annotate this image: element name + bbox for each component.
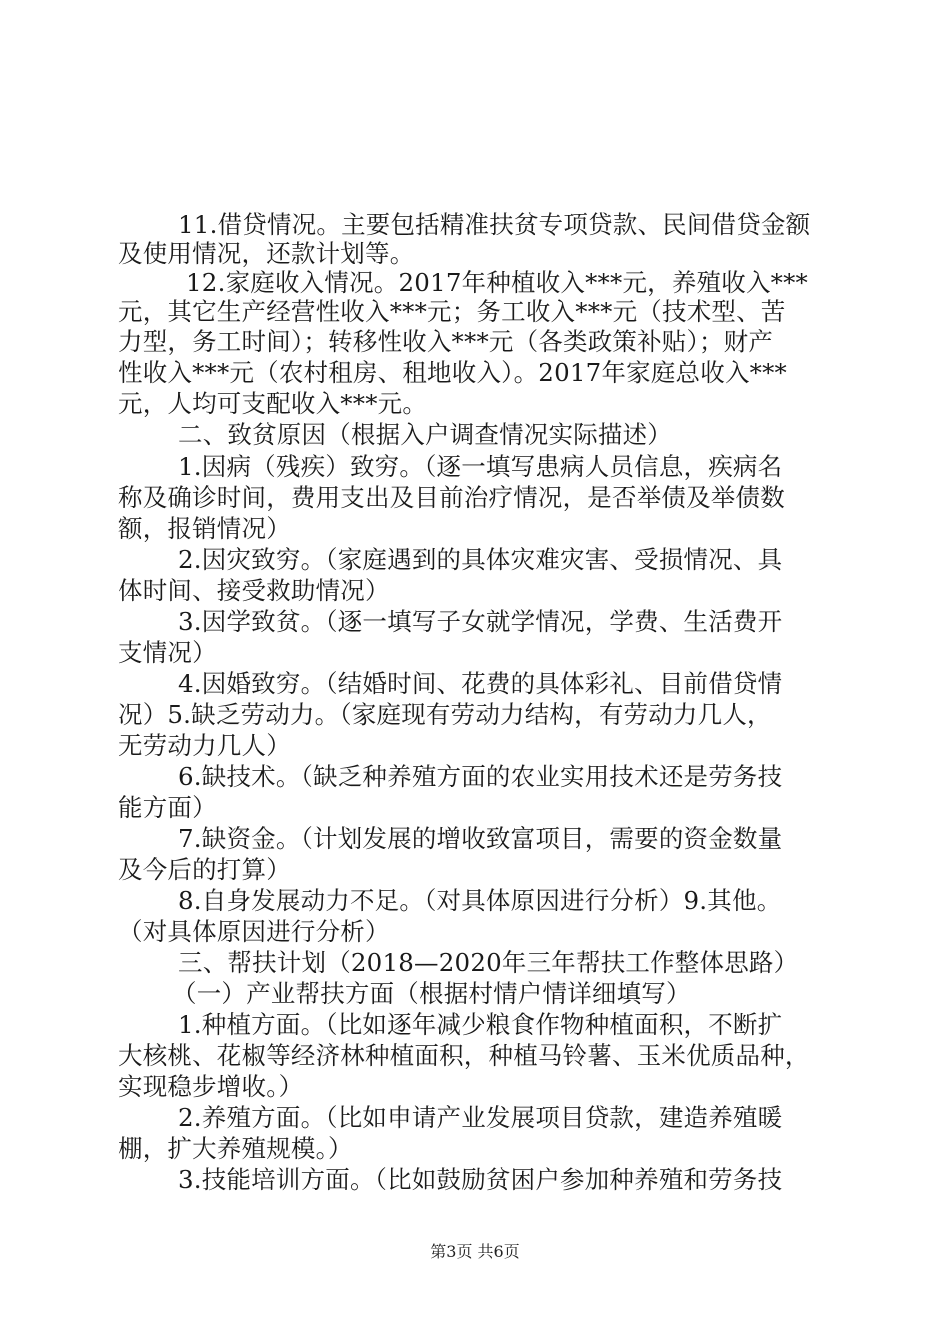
page-number-footer: 第3页 共6页 bbox=[430, 1242, 520, 1261]
text-line: 1.种植方面。（比如逐年减少粮食作物种植面积，不断扩 bbox=[178, 1010, 783, 1039]
text-line: 额，报销情况） bbox=[118, 514, 291, 543]
text-line: 实现稳步增收。） bbox=[118, 1072, 304, 1101]
text-line: 2.养殖方面。（比如申请产业发展项目贷款，建造养殖暖 bbox=[178, 1103, 783, 1132]
text-line: 能方面） bbox=[118, 793, 217, 822]
text-line: 11.借贷情况。主要包括精准扶贫专项贷款、民间借贷金额 bbox=[178, 210, 811, 239]
section-heading: 二、致贫原因（根据入户调查情况实际描述） bbox=[178, 420, 672, 449]
text-line: 及使用情况，还款计划等。 bbox=[118, 239, 415, 268]
text-line: 力型，务工时间）；转移性收入***元（各类政策补贴）；财产 bbox=[118, 327, 774, 356]
text-line: 大核桃、花椒等经济林种植面积，种植马铃薯、玉米优质品种， bbox=[118, 1041, 810, 1070]
text-line: 况）5.缺乏劳动力。（家庭现有劳动力结构，有劳动力几人， bbox=[118, 700, 772, 729]
text-line: 支情况） bbox=[118, 638, 217, 667]
text-line: 性收入***元（农村租房、租地收入）。2017年家庭总收入*** bbox=[118, 358, 787, 387]
text-line: 2.因灾致穷。（家庭遇到的具体灾难灾害、受损情况、具 bbox=[178, 545, 783, 574]
text-line: 元，人均可支配收入***元。 bbox=[118, 389, 428, 418]
text-line: 7.缺资金。（计划发展的增收致富项目，需要的资金数量 bbox=[178, 824, 783, 853]
section-heading: 三、帮扶计划（2018—2020年三年帮扶工作整体思路） bbox=[178, 948, 799, 977]
text-line: 及今后的打算） bbox=[118, 855, 291, 884]
text-line: 称及确诊时间，费用支出及目前治疗情况，是否举债及举债数 bbox=[118, 483, 785, 512]
text-line: 4.因婚致穷。（结婚时间、花费的具体彩礼、目前借贷情 bbox=[178, 669, 783, 698]
text-line: 元，其它生产经营性收入***元；务工收入***元（技术型、苦 bbox=[118, 297, 786, 326]
text-line: （对具体原因进行分析） bbox=[118, 917, 390, 946]
text-line: 1.因病（残疾）致穷。（逐一填写患病人员信息，疾病名 bbox=[178, 452, 783, 481]
text-line: 8.自身发展动力不足。（对具体原因进行分析）9.其他。 bbox=[178, 886, 782, 915]
text-line: 棚，扩大养殖规模。） bbox=[118, 1134, 353, 1163]
text-line: 12.家庭收入情况。2017年种植收入***元，养殖收入*** bbox=[186, 268, 809, 297]
text-line: 无劳动力几人） bbox=[118, 731, 291, 760]
subsection-heading: （一）产业帮扶方面（根据村情户情详细填写） bbox=[172, 979, 691, 1008]
text-line: 6.缺技术。（缺乏种养殖方面的农业实用技术还是劳务技 bbox=[178, 762, 783, 791]
text-line: 3.技能培训方面。（比如鼓励贫困户参加种养殖和劳务技 bbox=[178, 1165, 783, 1194]
text-line: 3.因学致贫。（逐一填写子女就学情况，学费、生活费开 bbox=[178, 607, 783, 636]
text-line: 体时间、接受救助情况） bbox=[118, 576, 390, 605]
